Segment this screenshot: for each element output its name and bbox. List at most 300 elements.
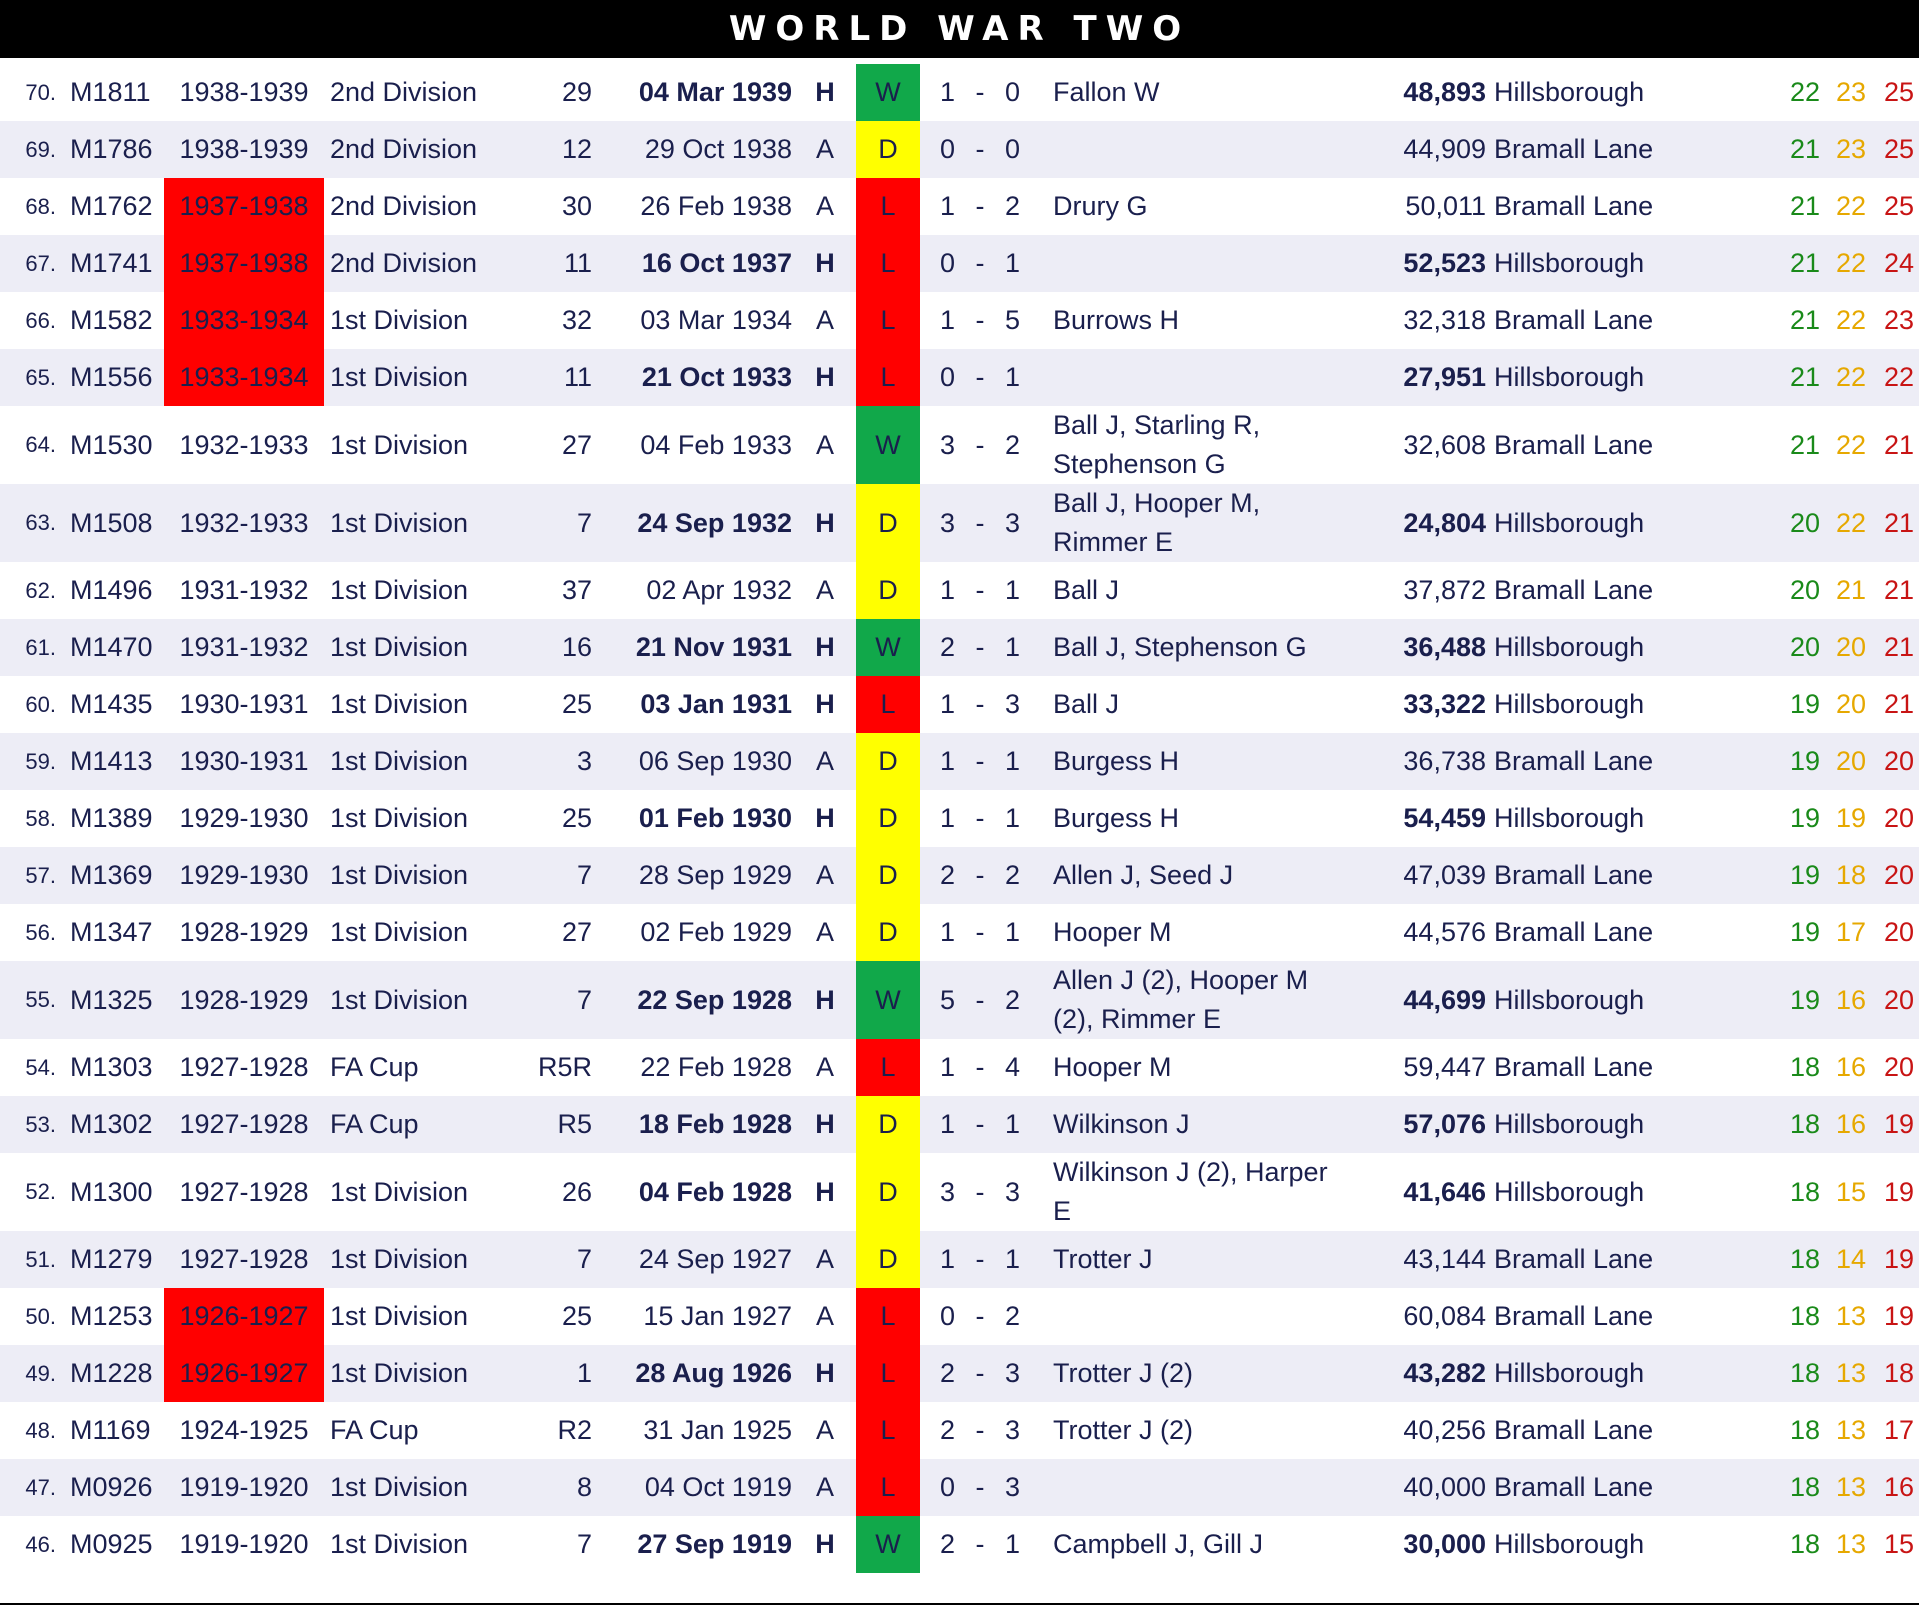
- season-cell: 1919-1920: [179, 1529, 309, 1559]
- season-cell: 1926-1927: [164, 1345, 324, 1402]
- stat-red: 18: [1883, 1358, 1914, 1388]
- date-cell: 22 Feb 1928: [640, 1052, 792, 1082]
- result-badge: L: [856, 1459, 920, 1516]
- attendance-cell: 50,011: [1405, 191, 1486, 221]
- stat-green: 20: [1789, 507, 1820, 538]
- match-row: [0, 292, 1919, 349]
- attendance-cell: 59,447: [1403, 1052, 1486, 1082]
- match-row: [0, 1039, 1919, 1096]
- stat-green: 20: [1789, 632, 1820, 662]
- row-index: 59.: [25, 748, 56, 774]
- match-row: [0, 562, 1919, 619]
- date-cell: 28 Aug 1926: [635, 1358, 792, 1388]
- result-badge: D: [856, 484, 920, 562]
- match-row: [0, 904, 1919, 961]
- attendance-cell: 32,318: [1403, 305, 1486, 335]
- date-cell: 04 Feb 1933: [640, 429, 792, 460]
- ground-cell: Hillsborough: [1494, 1529, 1645, 1559]
- score-separator: -: [975, 1244, 985, 1274]
- row-index: 60.: [25, 691, 56, 717]
- competition-cell: 1st Division: [330, 429, 469, 460]
- stat-green: 19: [1789, 860, 1820, 890]
- scorers-cell: [1053, 1459, 1353, 1516]
- goals-for: 0: [940, 1301, 956, 1331]
- goals-against: 2: [1004, 860, 1020, 890]
- score-cell: [940, 484, 1020, 562]
- stat-amber: 13: [1835, 1415, 1866, 1445]
- attendance-cell: 32,608: [1403, 429, 1486, 460]
- result-badge: D: [856, 904, 920, 961]
- match-id: M1496: [70, 575, 153, 605]
- stat-green: 21: [1789, 191, 1820, 221]
- season-cell: 1930-1931: [179, 746, 309, 776]
- ground-cell: Hillsborough: [1494, 362, 1645, 392]
- result-badge: D: [856, 121, 920, 178]
- page-title: WORLD WAR TWO: [728, 9, 1191, 49]
- row-index: 53.: [25, 1111, 56, 1137]
- row-index: 68.: [25, 193, 56, 219]
- round-cell: R2: [557, 1415, 592, 1445]
- match-row: [0, 1345, 1919, 1402]
- home-away-cell: A: [815, 1472, 834, 1502]
- round-cell: 29: [561, 77, 592, 107]
- stat-amber: 22: [1835, 362, 1866, 392]
- competition-cell: 2nd Division: [330, 191, 478, 221]
- competition-cell: 1st Division: [330, 575, 469, 605]
- goals-against: 1: [1004, 1244, 1020, 1274]
- goals-against: 1: [1004, 632, 1020, 662]
- match-row: [0, 349, 1919, 406]
- goals-against: 0: [1004, 77, 1020, 107]
- stat-red: 22: [1883, 362, 1914, 392]
- stat-amber: 15: [1835, 1176, 1866, 1207]
- attendance-cell: 24,804: [1403, 507, 1486, 538]
- match-row: [0, 1096, 1919, 1153]
- goals-against: 2: [1004, 191, 1020, 221]
- match-id: M1303: [70, 1052, 153, 1082]
- score-separator: -: [975, 191, 985, 221]
- score-separator: -: [975, 689, 985, 719]
- match-id: M1470: [70, 632, 153, 662]
- date-cell: 01 Feb 1930: [638, 803, 792, 833]
- ground-cell: Bramall Lane: [1494, 860, 1654, 890]
- attendance-cell: 43,282: [1403, 1358, 1486, 1388]
- ground-cell: Hillsborough: [1494, 77, 1645, 107]
- match-row: [0, 121, 1919, 178]
- goals-for: 1: [940, 917, 956, 947]
- competition-cell: 1st Division: [330, 1176, 469, 1207]
- date-cell: 15 Jan 1927: [643, 1301, 792, 1331]
- score-separator: -: [975, 1358, 985, 1388]
- scorers-cell: Hooper M: [1053, 1052, 1172, 1082]
- stat-amber: 19: [1835, 803, 1866, 833]
- stat-amber: 22: [1835, 248, 1866, 278]
- round-cell: R5R: [537, 1052, 592, 1082]
- goals-against: 1: [1004, 917, 1020, 947]
- stat-red: 20: [1883, 984, 1914, 1015]
- goals-for: 1: [940, 803, 956, 833]
- stat-amber: 13: [1835, 1472, 1866, 1502]
- score-separator: -: [975, 77, 985, 107]
- stat-amber: 17: [1835, 917, 1866, 947]
- season-cell: 1929-1930: [179, 803, 309, 833]
- competition-cell: 2nd Division: [330, 77, 478, 107]
- score-separator: -: [975, 248, 985, 278]
- season-cell: 1938-1939: [179, 77, 309, 107]
- competition-cell: 1st Division: [330, 1529, 469, 1559]
- row-index: 66.: [25, 307, 56, 333]
- stat-red: 20: [1883, 746, 1914, 776]
- round-cell: 7: [576, 1529, 592, 1559]
- ground-cell: Hillsborough: [1494, 632, 1645, 662]
- stat-amber: 16: [1835, 1109, 1866, 1139]
- goals-for: 1: [940, 1244, 956, 1274]
- season-cell: 1937-1938: [164, 178, 324, 235]
- stat-green: 22: [1789, 77, 1820, 107]
- round-cell: 8: [576, 1472, 592, 1502]
- scorers-cell: Hooper M: [1053, 917, 1172, 947]
- match-id: M1435: [70, 689, 153, 719]
- match-id: M1413: [70, 746, 153, 776]
- score-separator: -: [975, 984, 985, 1015]
- match-id: M1228: [70, 1358, 153, 1388]
- date-cell: 22 Sep 1928: [637, 984, 792, 1015]
- round-cell: 7: [576, 1244, 592, 1274]
- match-id: M1389: [70, 803, 153, 833]
- match-id: M1582: [70, 305, 153, 335]
- home-away-cell: H: [815, 507, 835, 538]
- date-cell: 04 Mar 1939: [638, 77, 792, 107]
- score-cell: [940, 178, 1020, 235]
- ground-cell: Bramall Lane: [1494, 746, 1654, 776]
- attendance-cell: 36,488: [1403, 632, 1486, 662]
- season-cell: 1932-1933: [179, 429, 309, 460]
- stat-red: 25: [1883, 191, 1914, 221]
- home-away-cell: H: [815, 248, 835, 278]
- score-separator: -: [975, 1301, 985, 1331]
- ground-cell: Bramall Lane: [1494, 1244, 1654, 1274]
- competition-cell: 1st Division: [330, 1358, 469, 1388]
- date-cell: 04 Feb 1928: [638, 1176, 792, 1207]
- attendance-cell: 43,144: [1403, 1244, 1486, 1274]
- stat-green: 18: [1789, 1358, 1820, 1388]
- stat-red: 15: [1883, 1529, 1914, 1559]
- match-id: M1347: [70, 917, 153, 947]
- score-cell: [940, 1039, 1020, 1096]
- competition-cell: 1st Division: [330, 362, 469, 392]
- match-row: [0, 1153, 1919, 1231]
- goals-for: 3: [940, 507, 956, 538]
- stat-red: 21: [1883, 507, 1914, 538]
- competition-cell: 1st Division: [330, 507, 469, 538]
- row-index: 52.: [25, 1179, 56, 1204]
- match-row: [0, 406, 1919, 484]
- score-cell: [940, 733, 1020, 790]
- goals-against: 2: [1004, 1301, 1020, 1331]
- goals-against: 1: [1004, 575, 1020, 605]
- season-cell: 1930-1931: [179, 689, 309, 719]
- ground-cell: Hillsborough: [1494, 803, 1645, 833]
- competition-cell: 1st Division: [330, 860, 469, 890]
- score-separator: -: [975, 746, 985, 776]
- attendance-cell: 44,576: [1403, 917, 1486, 947]
- scorers-cell: Trotter J (2): [1053, 1415, 1194, 1445]
- score-cell: [940, 961, 1020, 1039]
- attendance-cell: 57,076: [1403, 1109, 1486, 1139]
- stat-red: 20: [1883, 803, 1914, 833]
- stat-red: 24: [1883, 248, 1914, 278]
- goals-against: 3: [1004, 689, 1020, 719]
- goals-against: 3: [1004, 1472, 1020, 1502]
- scorers-cell: Ball J: [1053, 689, 1120, 719]
- round-cell: 25: [561, 689, 592, 719]
- stat-green: 18: [1789, 1301, 1820, 1331]
- scorers-cell: [1053, 121, 1353, 178]
- home-away-cell: H: [815, 362, 835, 392]
- date-cell: 02 Apr 1932: [646, 575, 792, 605]
- stat-green: 18: [1789, 1176, 1820, 1207]
- season-cell: 1929-1930: [179, 860, 309, 890]
- goals-against: 1: [1004, 1109, 1020, 1139]
- season-cell: 1933-1934: [164, 292, 324, 349]
- score-separator: -: [975, 1109, 985, 1139]
- round-cell: 37: [561, 575, 592, 605]
- score-separator: -: [975, 1529, 985, 1559]
- season-cell: 1931-1932: [179, 575, 309, 605]
- scorers-cell: Wilkinson J: [1053, 1109, 1190, 1139]
- stat-amber: 20: [1835, 689, 1866, 719]
- ground-cell: Hillsborough: [1494, 689, 1645, 719]
- match-id: M1302: [70, 1109, 153, 1139]
- goals-for: 1: [940, 746, 956, 776]
- match-id: M0925: [70, 1529, 153, 1559]
- round-cell: 16: [561, 632, 592, 662]
- stat-amber: 13: [1835, 1301, 1866, 1331]
- scorers-cell: [1053, 235, 1353, 292]
- row-index: 69.: [25, 136, 56, 162]
- ground-cell: Hillsborough: [1494, 1109, 1645, 1139]
- score-cell: [940, 676, 1020, 733]
- stat-red: 20: [1883, 860, 1914, 890]
- round-cell: 32: [561, 305, 592, 335]
- stat-red: 25: [1883, 134, 1914, 164]
- round-cell: 27: [561, 917, 592, 947]
- attendance-cell: 40,256: [1403, 1415, 1486, 1445]
- attendance-cell: 36,738: [1403, 746, 1486, 776]
- attendance-cell: 47,039: [1403, 860, 1486, 890]
- score-separator: -: [975, 1052, 985, 1082]
- home-away-cell: H: [815, 689, 835, 719]
- attendance-cell: 44,699: [1403, 984, 1486, 1015]
- season-cell: 1919-1920: [179, 1472, 309, 1502]
- stat-green: 19: [1789, 746, 1820, 776]
- score-separator: -: [975, 305, 985, 335]
- home-away-cell: A: [815, 134, 834, 164]
- match-row: [0, 1231, 1919, 1288]
- ground-cell: Bramall Lane: [1494, 305, 1654, 335]
- date-cell: 02 Feb 1929: [640, 917, 792, 947]
- score-cell: [940, 349, 1020, 406]
- result-badge: L: [856, 1288, 920, 1345]
- row-index: 46.: [25, 1531, 56, 1557]
- stat-amber: 16: [1835, 1052, 1866, 1082]
- result-badge: L: [856, 676, 920, 733]
- attendance-cell: 60,084: [1403, 1301, 1486, 1331]
- score-cell: [940, 1231, 1020, 1288]
- result-badge: W: [856, 619, 920, 676]
- score-separator: -: [975, 507, 985, 538]
- stat-green: 18: [1789, 1529, 1820, 1559]
- round-cell: 7: [576, 984, 592, 1015]
- ground-cell: Bramall Lane: [1494, 917, 1654, 947]
- score-separator: -: [975, 632, 985, 662]
- competition-cell: FA Cup: [330, 1052, 419, 1082]
- home-away-cell: H: [815, 1176, 835, 1207]
- stat-green: 21: [1789, 248, 1820, 278]
- match-row: [0, 1288, 1919, 1345]
- competition-cell: FA Cup: [330, 1109, 419, 1139]
- competition-cell: 1st Division: [330, 803, 469, 833]
- season-cell: 1924-1925: [179, 1415, 309, 1445]
- score-cell: [940, 1345, 1020, 1402]
- match-row: [0, 1402, 1919, 1459]
- season-cell: 1931-1932: [179, 632, 309, 662]
- result-badge: L: [856, 1402, 920, 1459]
- stat-amber: 14: [1835, 1244, 1866, 1274]
- goals-against: 1: [1004, 362, 1020, 392]
- match-id: M1762: [70, 191, 153, 221]
- round-cell: 11: [563, 248, 592, 278]
- stat-green: 21: [1789, 362, 1820, 392]
- goals-for: 2: [940, 1415, 956, 1445]
- date-cell: 04 Oct 1919: [644, 1472, 792, 1502]
- stat-green: 18: [1789, 1244, 1820, 1274]
- stat-red: 19: [1883, 1301, 1914, 1331]
- stat-amber: 22: [1835, 191, 1866, 221]
- round-cell: 26: [561, 1176, 592, 1207]
- home-away-cell: A: [815, 1415, 834, 1445]
- stat-amber: 23: [1835, 77, 1866, 107]
- match-row: [0, 961, 1919, 1039]
- match-id: M1253: [70, 1301, 153, 1331]
- goals-for: 1: [940, 575, 956, 605]
- stat-red: 21: [1883, 689, 1914, 719]
- scorers-cell: Burrows H: [1053, 305, 1180, 335]
- ground-cell: Hillsborough: [1494, 507, 1645, 538]
- stat-amber: 13: [1835, 1529, 1866, 1559]
- match-row: [0, 178, 1919, 235]
- score-cell: [940, 1459, 1020, 1516]
- match-row: [0, 676, 1919, 733]
- stat-red: 19: [1883, 1176, 1914, 1207]
- score-cell: [940, 790, 1020, 847]
- scorers-cell: Ball J: [1053, 575, 1120, 605]
- home-away-cell: H: [815, 77, 835, 107]
- goals-against: 5: [1004, 305, 1020, 335]
- match-id: M1300: [70, 1176, 153, 1207]
- ground-cell: Bramall Lane: [1494, 191, 1654, 221]
- round-cell: R5: [557, 1109, 592, 1139]
- goals-for: 0: [940, 362, 956, 392]
- score-cell: [940, 64, 1020, 121]
- attendance-cell: 54,459: [1403, 803, 1486, 833]
- stat-amber: 23: [1835, 134, 1866, 164]
- round-cell: 12: [561, 134, 592, 164]
- result-badge: D: [856, 1231, 920, 1288]
- competition-cell: 1st Division: [330, 746, 469, 776]
- stat-green: 21: [1789, 429, 1820, 460]
- goals-for: 1: [940, 305, 956, 335]
- ground-cell: Bramall Lane: [1494, 429, 1654, 460]
- scorers-cell: [1053, 349, 1353, 406]
- result-badge: W: [856, 64, 920, 121]
- round-cell: 3: [576, 746, 592, 776]
- score-cell: [940, 121, 1020, 178]
- goals-for: 1: [940, 77, 956, 107]
- match-id: M1169: [70, 1415, 151, 1445]
- row-index: 70.: [25, 79, 56, 105]
- scorers-cell: [1053, 1288, 1353, 1345]
- goals-for: 1: [940, 1052, 956, 1082]
- result-badge: W: [856, 961, 920, 1039]
- ground-cell: Hillsborough: [1494, 984, 1645, 1015]
- competition-cell: 1st Division: [330, 984, 469, 1015]
- stat-green: 19: [1789, 917, 1820, 947]
- date-cell: 29 Oct 1938: [644, 134, 792, 164]
- stat-green: 18: [1789, 1052, 1820, 1082]
- competition-cell: 2nd Division: [330, 134, 478, 164]
- score-cell: [940, 562, 1020, 619]
- scorers-cell: Ball J, Hooper M, Rimmer E: [1053, 488, 1261, 557]
- attendance-cell: 27,951: [1403, 362, 1486, 392]
- home-away-cell: A: [815, 860, 834, 890]
- stat-amber: 22: [1835, 507, 1866, 538]
- home-away-cell: A: [815, 746, 834, 776]
- scorers-cell: Trotter J: [1053, 1244, 1153, 1274]
- stat-amber: 22: [1835, 305, 1866, 335]
- round-cell: 30: [561, 191, 592, 221]
- title-banner: [0, 0, 1919, 58]
- season-cell: 1937-1938: [164, 235, 324, 292]
- competition-cell: 1st Division: [330, 689, 469, 719]
- home-away-cell: H: [815, 984, 835, 1015]
- competition-cell: 1st Division: [330, 305, 469, 335]
- score-separator: -: [975, 429, 985, 460]
- goals-against: 3: [1004, 1415, 1020, 1445]
- match-id: M1369: [70, 860, 153, 890]
- round-cell: 25: [561, 803, 592, 833]
- attendance-cell: 52,523: [1403, 248, 1486, 278]
- result-badge: L: [856, 178, 920, 235]
- scorers-cell: Drury G: [1053, 191, 1148, 221]
- score-separator: -: [975, 362, 985, 392]
- date-cell: 03 Mar 1934: [640, 305, 792, 335]
- score-separator: -: [975, 1415, 985, 1445]
- round-cell: 1: [576, 1358, 592, 1388]
- season-cell: 1927-1928: [179, 1109, 309, 1139]
- stat-amber: 22: [1835, 429, 1866, 460]
- date-cell: 21 Nov 1931: [635, 632, 792, 662]
- ground-cell: Bramall Lane: [1494, 134, 1654, 164]
- goals-for: 1: [940, 1109, 956, 1139]
- attendance-cell: 37,872: [1403, 575, 1486, 605]
- row-index: 61.: [25, 634, 56, 660]
- home-away-cell: A: [815, 429, 834, 460]
- ground-cell: Bramall Lane: [1494, 1052, 1654, 1082]
- result-badge: D: [856, 1096, 920, 1153]
- match-id: M1811: [70, 77, 151, 107]
- scorers-cell: Allen J (2), Hooper M (2), Rimmer E: [1053, 965, 1309, 1034]
